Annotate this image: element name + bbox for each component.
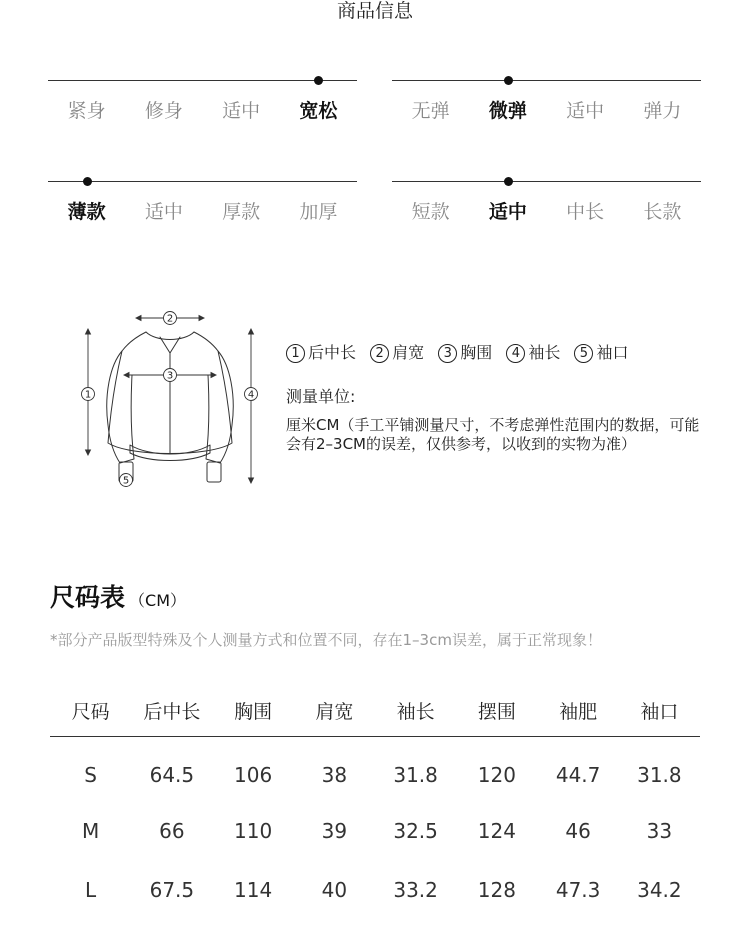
- column-header: 袖肥: [538, 688, 619, 737]
- table-cell: 128: [477, 877, 516, 902]
- table-cell: 106: [234, 763, 273, 787]
- unit-label: 测量单位:: [286, 387, 356, 406]
- legend-item: [370, 342, 424, 364]
- column-header: 袖长: [375, 688, 456, 737]
- scale-option: 适中: [222, 100, 261, 122]
- scale-option: 无弹: [411, 100, 450, 122]
- scale-line: [48, 181, 357, 182]
- scale-option: 薄款: [67, 201, 106, 223]
- scale-line: [392, 80, 701, 81]
- table-cell: 114: [234, 877, 273, 902]
- scale-option: 微弹: [488, 100, 527, 122]
- garment-collar: [146, 332, 194, 340]
- table-cell: 34.2: [637, 877, 682, 902]
- marker-3: 3: [166, 370, 174, 382]
- garment-measurement-diagram: [70, 305, 270, 490]
- legend-label: 袖口: [596, 343, 629, 362]
- table-cell: M: [81, 818, 100, 843]
- table-cell: 46: [565, 818, 591, 843]
- table-row: [50, 801, 700, 860]
- column-header: 袖口: [619, 688, 700, 737]
- legend-number: 1: [286, 344, 305, 363]
- legend-number: 5: [574, 344, 593, 363]
- legend-label: 胸围: [460, 343, 493, 362]
- legend-item: [286, 342, 356, 364]
- legend-label: 肩宽: [392, 343, 425, 362]
- column-header: 后中长: [131, 688, 212, 737]
- scale-option: 适中: [566, 100, 605, 122]
- table-row: [50, 737, 700, 802]
- marker-5: 5: [122, 475, 130, 487]
- scale-indicator-dot: [314, 76, 323, 85]
- marker-1: 1: [84, 389, 92, 401]
- legend-item: [506, 342, 560, 364]
- column-header: 胸围: [213, 688, 294, 737]
- table-cell: L: [85, 877, 97, 902]
- scale-indicator-dot: [504, 177, 513, 186]
- scale-option: 弹力: [643, 100, 682, 122]
- scale-option: 厚款: [222, 201, 261, 223]
- scale-option: 加厚: [299, 201, 338, 223]
- table-cell: 66: [159, 818, 185, 843]
- table-cell: 64.5: [149, 763, 195, 787]
- legend-label: 后中长: [308, 343, 357, 362]
- table-cell: 47.3: [555, 877, 601, 902]
- legend-number: 2: [370, 344, 389, 363]
- table-cell: 31.8: [637, 763, 682, 787]
- size-disclaimer: *部分产品版型特殊及个人测量方式和位置不同，存在1–3cm误差，属于正常现象！: [50, 631, 602, 649]
- scale-option: 短款: [411, 201, 450, 223]
- scale-option: 适中: [144, 201, 183, 223]
- table-cell: 44.7: [555, 763, 601, 787]
- column-header: 尺码: [50, 688, 131, 737]
- table-cell: 33.2: [393, 877, 438, 902]
- unit-note: 厘米CM（手工平铺测量尺寸，不考虑弹性范围内的数据，可能会有2–3CM的误差，仅供参考，以收到的实物为准）: [286, 416, 700, 453]
- table-header-row: [50, 688, 700, 737]
- size-table: [50, 688, 700, 919]
- table-cell: 32.5: [393, 818, 438, 843]
- table-cell: 31.8: [393, 763, 438, 787]
- table-cell: 39: [321, 818, 348, 843]
- scale-option: 适中: [488, 201, 527, 223]
- table-cell: 110: [234, 818, 273, 843]
- table-cell: 33: [646, 818, 673, 843]
- legend-label: 袖长: [528, 343, 561, 362]
- table-cell: 67.5: [149, 877, 195, 902]
- legend-item: [574, 342, 628, 364]
- size-chart-title: [50, 583, 186, 616]
- size-chart-unit: （CM）: [129, 591, 186, 610]
- scale-indicator-dot: [83, 177, 92, 186]
- scale-line: [48, 80, 357, 81]
- size-chart-title-text: 尺码表: [50, 583, 126, 612]
- column-header: 肩宽: [294, 688, 375, 737]
- table-cell: 120: [477, 763, 516, 787]
- page-title: 商品信息: [336, 0, 413, 22]
- scale-option: 宽松: [299, 100, 338, 122]
- scale-option: 中长: [566, 201, 605, 223]
- table-cell: 124: [477, 818, 516, 843]
- table-cell: S: [84, 763, 97, 787]
- scale-line: [392, 181, 701, 182]
- marker-2: 2: [166, 313, 174, 325]
- table-cell: 40: [321, 877, 348, 902]
- table-cell: 38: [321, 763, 348, 787]
- scale-indicator-dot: [504, 76, 513, 85]
- scale-option: 长款: [643, 201, 682, 223]
- marker-4: 4: [247, 389, 255, 401]
- measurement-legend: [286, 342, 726, 454]
- scale-option: 紧身: [67, 100, 106, 122]
- scale-option: 修身: [144, 100, 183, 122]
- column-header: 摆围: [456, 688, 537, 737]
- legend-number: 3: [438, 344, 457, 363]
- table-row: [50, 860, 700, 919]
- legend-item: [438, 342, 492, 364]
- legend-number: 4: [506, 344, 525, 363]
